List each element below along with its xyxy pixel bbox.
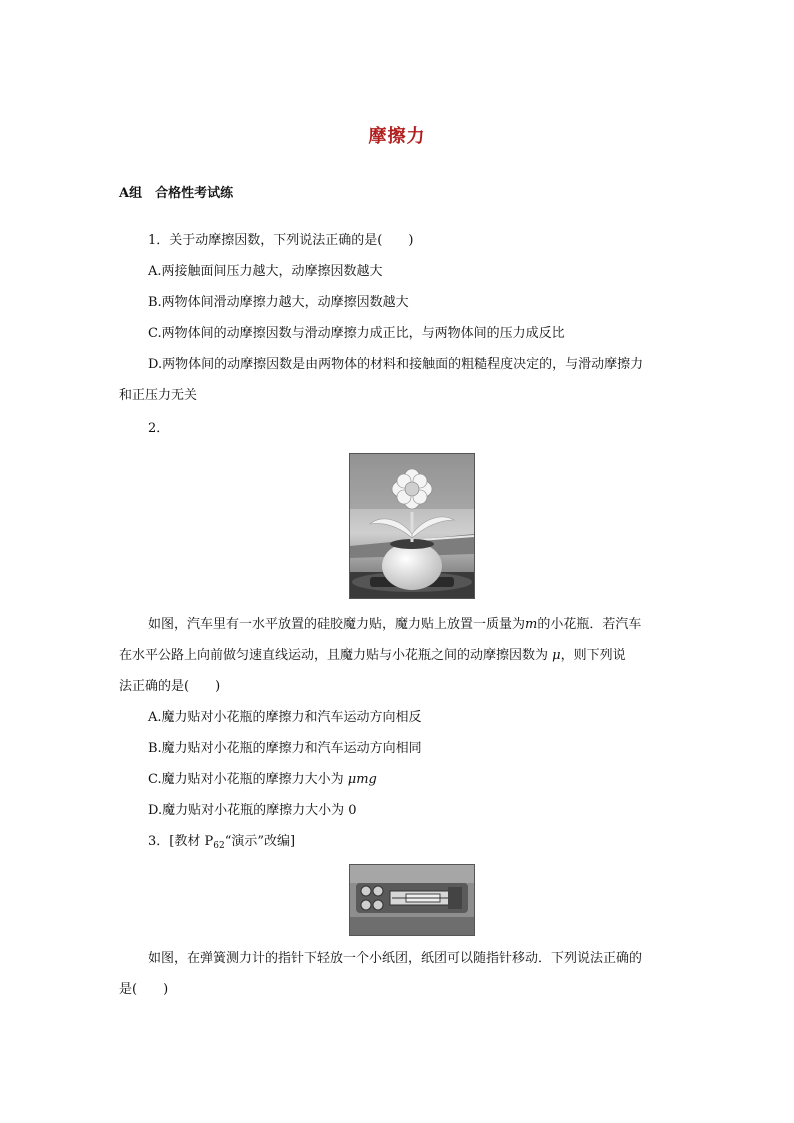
q2-text-1b: 的小花瓶．若汽车 <box>537 617 642 632</box>
q3-paragraph-line1: 如图，在弹簧测力计的指针下轻放一个小纸团，纸团可以随指针移动．下列说法正确的 <box>148 951 643 966</box>
q2-option-d: D.魔力贴对小花瓶的摩擦力大小为 0 <box>148 803 357 818</box>
q2-text-1a: 如图，汽车里有一水平放置的硅胶魔力贴，魔力贴上放置一质量为 <box>148 617 526 632</box>
page-title: 摩擦力 <box>368 126 426 147</box>
q1-option-d-line2: 和正压力无关 <box>119 388 198 403</box>
spring-scale-illustration <box>350 865 474 935</box>
q2-text-2b: ，则下列说 <box>560 648 626 663</box>
flower-pot-photo <box>349 453 475 599</box>
mu-variable: μ <box>552 648 561 663</box>
q3-paragraph-line2: 是( ) <box>119 982 169 997</box>
q2-paragraph-line2 <box>119 647 626 665</box>
flower-pot-illustration <box>350 454 474 598</box>
q2-option-b: B.魔力贴对小花瓶的摩擦力和汽车运动方向相同 <box>148 741 422 756</box>
q1-option-a: A.两接触面间压力越大，动摩擦因数越大 <box>148 264 383 279</box>
q2-number: 2． <box>148 421 170 436</box>
q3-header-pre: 3．[教材 P <box>148 834 214 849</box>
q1-option-b: B.两物体间滑动摩擦力越大，动摩擦因数越大 <box>148 295 409 310</box>
mu-m-g-expression: μmg <box>347 772 377 787</box>
mass-variable: m <box>525 617 538 632</box>
q1-option-d-line1: D.两物体间的动摩擦因数是由两物体的材料和接触面的粗糙程度决定的，与滑动摩擦力 <box>148 357 644 372</box>
q2-paragraph-line1 <box>148 616 641 634</box>
q3-header-sub: 62 <box>213 841 225 851</box>
spring-scale-photo <box>349 864 475 936</box>
q2-option-a: A.魔力贴对小花瓶的摩擦力和汽车运动方向相反 <box>148 710 422 725</box>
q3-header-post: “演示”改编] <box>224 834 296 849</box>
q2-option-c <box>148 771 377 789</box>
q2-text-2a: 在水平公路上向前做匀速直线运动，且魔力贴与小花瓶之间的动摩擦因数为 <box>119 648 549 663</box>
q2-option-c-text: C.魔力贴对小花瓶的摩擦力大小为 <box>148 772 344 787</box>
q1-option-c: C.两物体间的动摩擦因数与滑动摩擦力成正比，与两物体间的压力成反比 <box>148 326 565 341</box>
q2-paragraph-line3: 法正确的是( ) <box>119 679 221 694</box>
section-heading: A组 合格性考试练 <box>119 186 234 201</box>
q1-stem: 1．关于动摩擦因数，下列说法正确的是( ) <box>148 233 414 248</box>
q3-header <box>148 833 295 855</box>
